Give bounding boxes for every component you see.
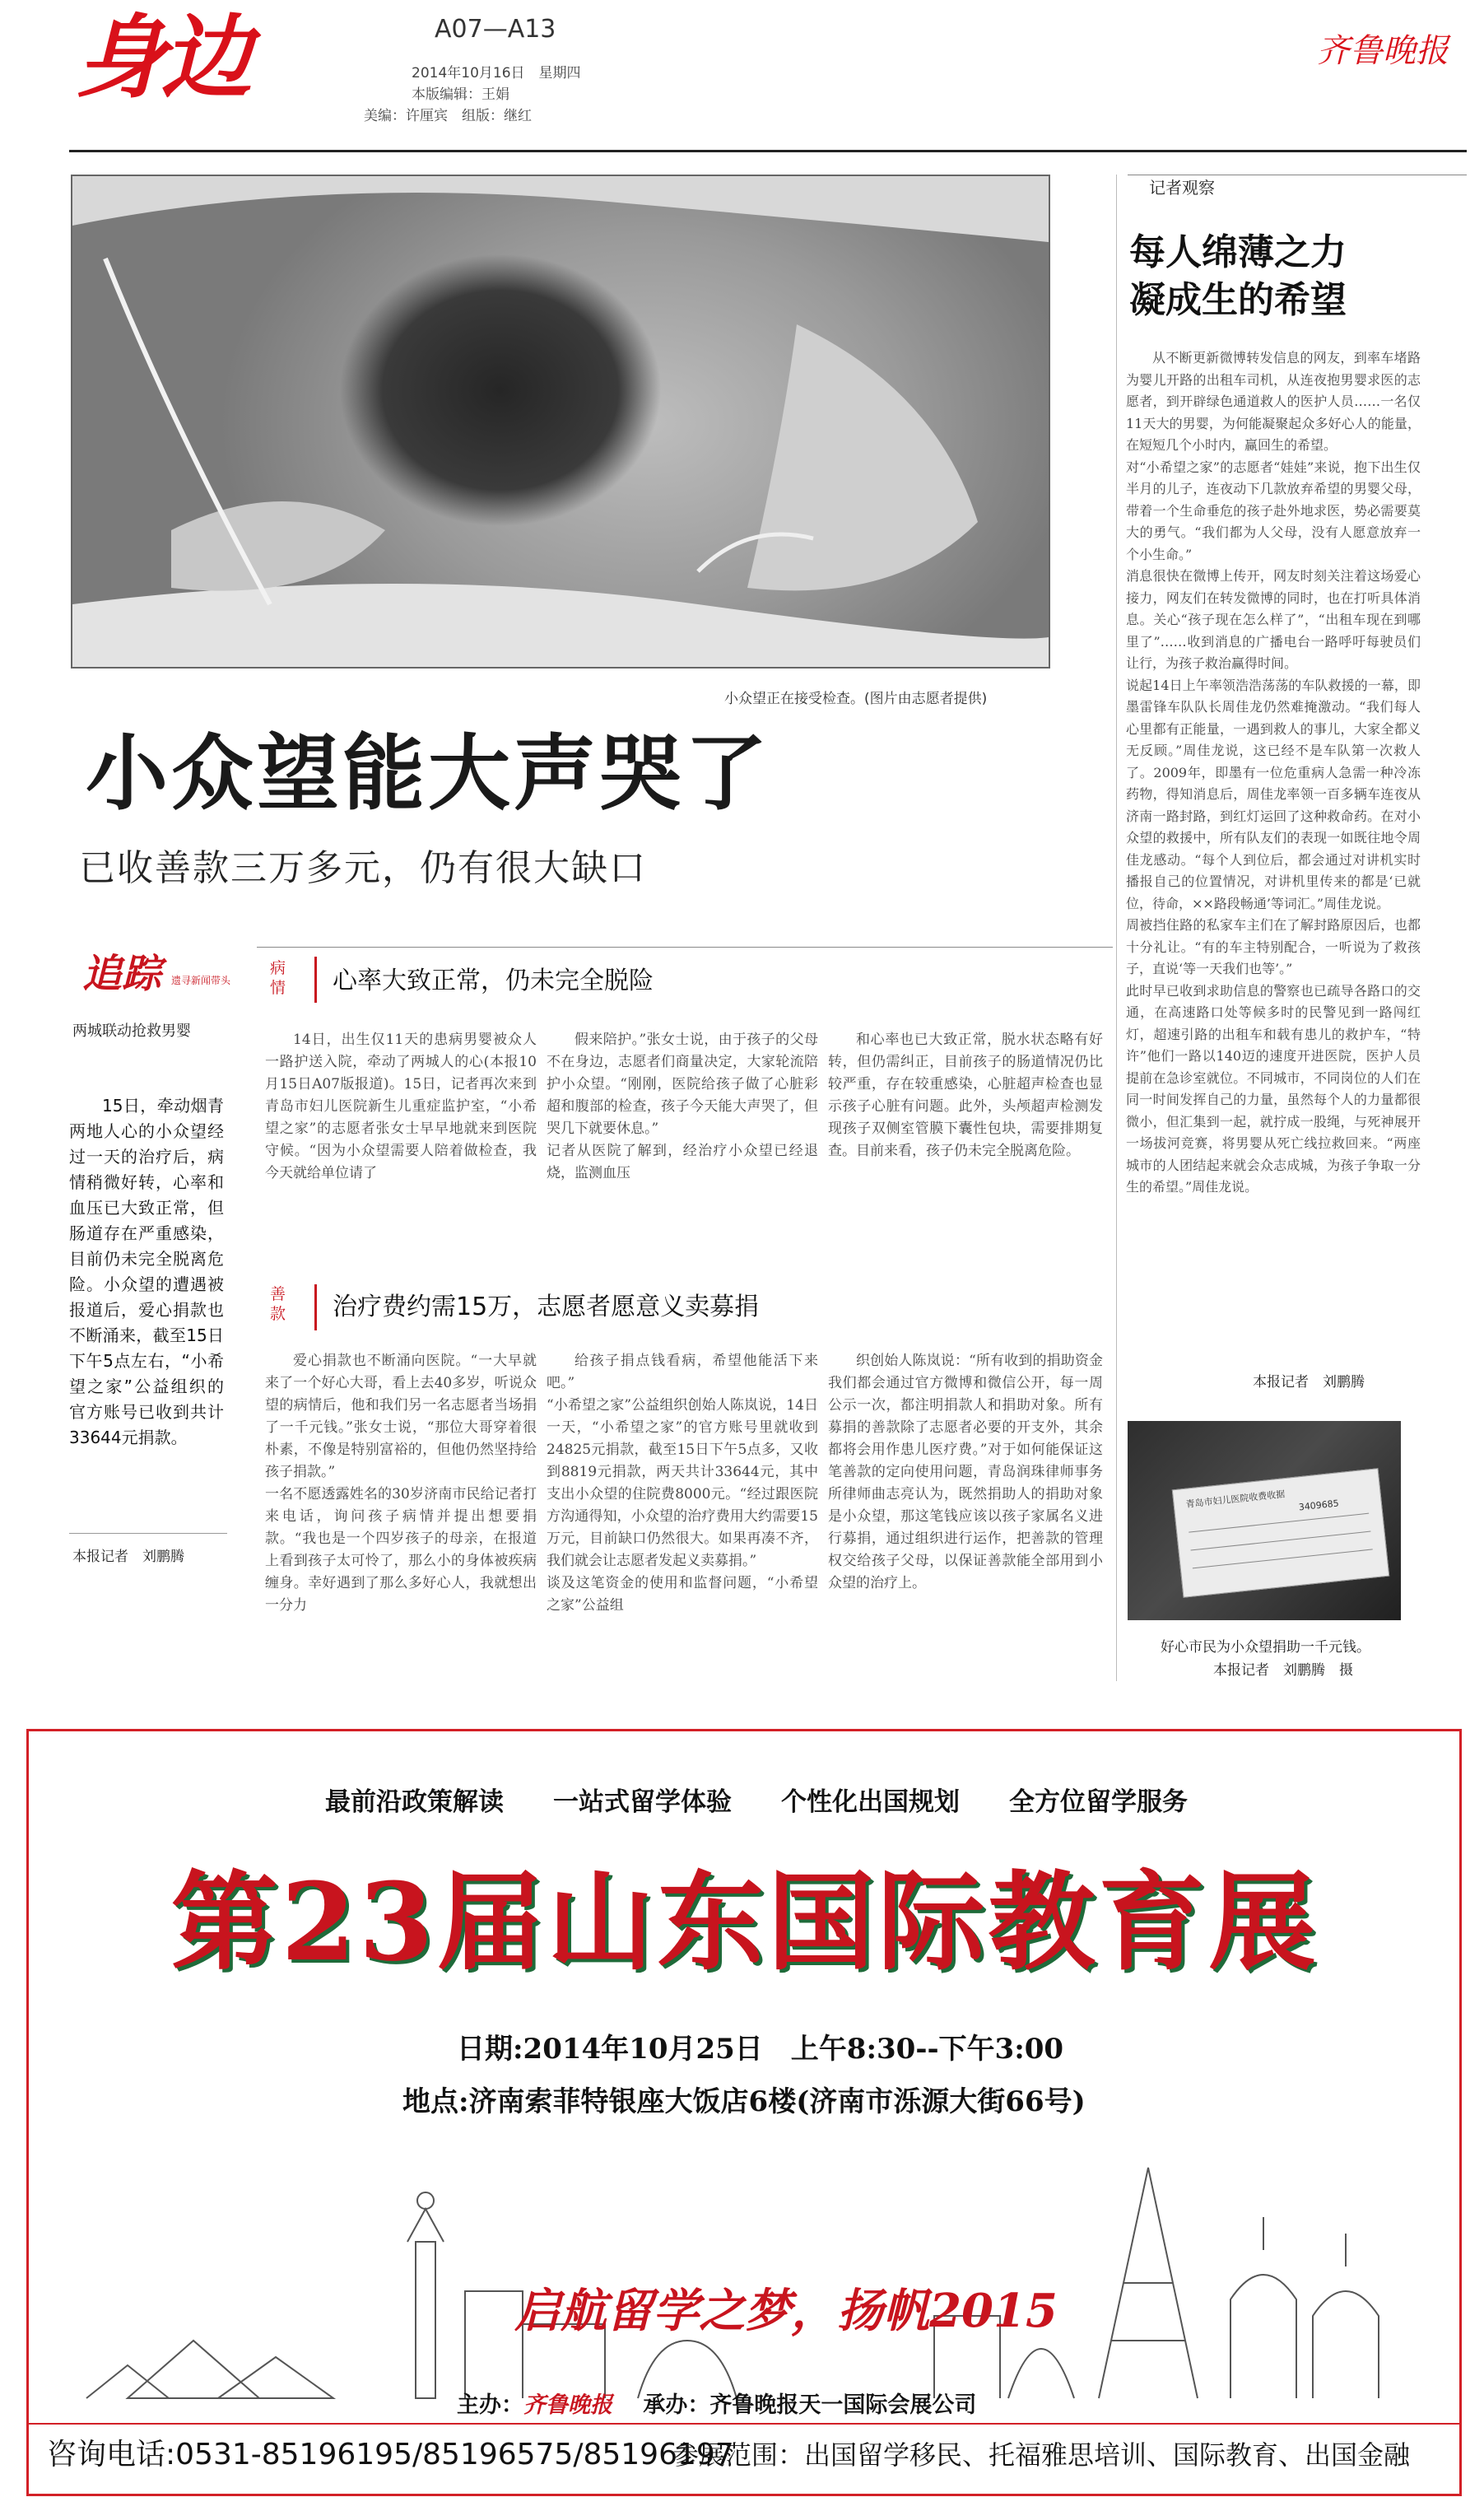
- ad-host-logo: 齐鲁晚报: [523, 2392, 612, 2418]
- main-photo: [71, 175, 1050, 669]
- education-expo-ad: [26, 1729, 1462, 2496]
- headline: 小众望能大声哭了: [86, 725, 770, 822]
- donation-credit: 本报记者 刘鹏腾 摄: [1213, 1662, 1353, 1679]
- ad-title: 第23届山东国际教育展: [170, 1859, 1319, 1985]
- summary-byline: 本报记者 刘鹏腾: [72, 1549, 184, 1565]
- ad-slogan-4: 全方位留学服务: [1009, 1787, 1188, 1817]
- editor-credit: 本版编辑：王娟: [412, 86, 509, 103]
- photo-caption: 小众望正在接受检查。(图片由志愿者提供): [724, 691, 988, 707]
- summary-rule: [69, 1533, 227, 1534]
- column-divider: [1116, 175, 1117, 1681]
- section1-col-2: 假来陪护。”张女士说，由于孩子的父母不在身边，志愿者们商量决定，大家轮流陪护小众望。“刚刚，医院给孩子做了心脏彩超和腹部的检查，孩子今天能大声哭了，但哭几下就要休息。” 记者从医院了解到，经治疗小众望已经退烧，监测血压: [547, 1032, 818, 1181]
- donation-photo: [1128, 1421, 1401, 1620]
- section2-tag-bar: [314, 1284, 317, 1330]
- donation-receipt: [1172, 1468, 1389, 1598]
- section1-rule: [257, 947, 1113, 948]
- kicker: 两城联动抢救男婴: [72, 1023, 191, 1040]
- donation-caption: 好心市民为小众望捐助一千元钱。: [1161, 1639, 1370, 1656]
- follow-up-badge: [81, 947, 242, 995]
- newspaper-logo: 齐鲁晚报: [1317, 32, 1449, 70]
- section-title: 身边: [76, 5, 247, 110]
- sidebar-title-line1: 每人绵薄之力: [1129, 231, 1347, 273]
- issue-date: 2014年10月16日 星期四: [412, 65, 581, 82]
- ad-slogans: [325, 1781, 1230, 1818]
- sidebar-title-line2: 凝成生的希望: [1129, 279, 1347, 321]
- page-range: A07—A13: [435, 15, 556, 44]
- ad-host-label: 主办：: [457, 2392, 523, 2418]
- header-rule: [69, 150, 1467, 152]
- photo-illustration: [72, 176, 1049, 667]
- section2-heading: 治疗费约需15万，志愿者愿意义卖募捐: [333, 1293, 760, 1321]
- ad-script-slogan: 启航留学之梦，扬帆2015: [514, 2284, 1058, 2338]
- section2-col-1: 爱心捐款也不断涌向医院。“一大早就来了一个好心大哥，看上去40多岁，听说众望的病情后，他和我们另一名志愿者当场捐了一千元钱。”张女士说，“那位大哥穿着很朴素，不像是特别富裕的，但他仍然坚持给孩子捐款。” 一名不愿透露姓名的30岁济南市民给记者打来电话，询问孩子病情并提出想要捐款。“我也是一个四岁孩子的母亲，在报道上看到孩子太可怜了，那么小的身体被疾病缠身。幸好遇到了那么多好心人，我就想出一分力: [265, 1353, 537, 1614]
- section1-tag: 病情: [270, 959, 286, 997]
- ad-sponsor-line: [457, 2387, 976, 2419]
- section1-tag-bar: [314, 957, 317, 1003]
- ad-slogan-3: 个性化出国规划: [781, 1787, 960, 1817]
- section2-col-3: 织创始人陈岚说：“所有收到的捐助资金我们都会通过官方微博和微信公开，每一周公示一次，都注明捐款人和捐助对象。所有募捐的善款除了志愿者必要的开支外，其余都将会用作患儿医疗费。”对于如何能保证这笔善款的定向使用问题，青岛润珠律师事务所律师曲志亮认为，既然捐助人的捐助对象是小众望，那这笔钱应该以孩子家属名义进行募捐，通过组织进行运作，把善款的管理权交给孩子父母，以保证善款能全部用到小众望的治疗上。: [828, 1353, 1103, 1591]
- section2-tag: 善款: [270, 1285, 286, 1323]
- ad-scope: 参展范围：出国留学移民、托福雅思培训、国际教育、出国金融: [672, 2439, 1411, 2471]
- section1-heading: 心率大致正常，仍未完全脱险: [333, 967, 654, 995]
- ad-place: 地点:济南索菲特银座大饭店6楼(济南市泺源大街66号): [402, 2085, 1086, 2118]
- sidebar-label: 记者观察: [1149, 178, 1215, 198]
- summary: 15日，牵动烟青两地人心的小众望经过一天的治疗后，病情稍微好转，心率和血压已大致正常，但肠道存在严重感染，目前仍未完全脱离危险。小众望的遭遇被报道后，爱心捐款也不断涌来，截至15日下午5点左右，“小希望之家”公益组织的官方账号已收到共计33644元捐款。: [69, 1096, 224, 1447]
- section2-col-2: 给孩子捐点钱看病，希望他能活下来吧。” “小希望之家”公益组织创始人陈岚说，14日一天，“小希望之家”的官方账号里就收到24825元捐款，截至15日下午5点多，又收到8819元捐款，两天共计33644元，其中支出小众望的住院费8000元。“经过跟医院方沟通得知，小众望的治疗费用大约需要15万元，目前缺口仍然很大。如果再凑不齐，我们就会让志愿者发起义卖募捐。” 谈及这笔资金的使用和监督问题，“小希望之家”公益组: [547, 1353, 818, 1614]
- subheadline: 已收善款三万多元，仍有很大缺口: [79, 847, 647, 889]
- ad-footer-rule: [29, 2423, 1459, 2425]
- receipt-heading: 青岛市妇儿医院收费收据: [1185, 1488, 1286, 1510]
- ad-organizer: 承办：齐鲁晚报天一国际会展公司: [643, 2392, 977, 2418]
- receipt-number: 3409685: [1298, 1498, 1340, 1513]
- follow-up-badge-title: 追踪: [82, 951, 162, 997]
- section1-col-3: 和心率也已大致正常，脱水状态略有好转，但仍需纠正，目前孩子的肠道情况仍比较严重，存在较重感染，心脏超声检查也显示孩子心脏有问题。此外，头颅超声检测发现孩子双侧室管膜下囊性包块，需要排期复查。目前来看，孩子仍未完全脱离危险。: [828, 1032, 1103, 1159]
- section1-col-1: 14日，出生仅11天的患病男婴被众人一路护送入院，牵动了两城人的心(本报10月15日A07版报道)。15日，记者再次来到青岛市妇儿医院新生儿重症监护室，“小希望之家”的志愿者张女士早早地就来到医院守候。“因为小众望需要人陪着做检查，我今天就给单位请了: [265, 1032, 537, 1181]
- sidebar-body: 从不断更新微博转发信息的网友，到率车堵路为婴儿开路的出租车司机，从连夜抱男婴求医的志愿者，到开辟绿色通道救人的医护人员……一名仅11天大的男婴，为何能凝聚起众多好心人的能量，在短短几个小时内，赢回生的希望。 对“小希望之家”的志愿者“娃娃”来说，抱下出生仅半月的儿子，连夜动下几款放弃希望的男婴父母，带着一个生命垂危的孩子赴外地求医，势必需要莫大的勇气。“我们都为人父母，没有人愿意放弃一个小生命。” 消息很快在微博上传开，网友时刻关注着这场爱心接力，网友们在转发微博的同时，也在打听具体消息。关心“孩子现在怎么样了”，“出租车现在到哪里了”……收到消息的广播电台一路呼吁每驶员们让行，为孩子救治赢得时间。 说起14日上午率领浩浩荡荡的车队救援的一幕，即墨雷锋车队队长周佳龙仍然难掩激动。“我们每人心里都有正能量，一遇到救人的事儿，大家全都义无反顾。”周佳龙说，这已经不是车队第一次救人了。2009年，即墨有一位危重病人急需一种冷冻药物，得知消息后，周佳龙率领一百多辆车连夜从济南一路封路，到红灯运回了这种救命药。在对小众望的救援中，所有队友们的表现一如既往地令周佳龙感动。“每个人到位后，都会通过对讲机实时播报自己的位置情况，对讲机里传来的都是‘已就位，待命，××路段畅通’等词汇。”周佳龙说。 周被挡住路的私家车主们在了解封路原因后，也都十分礼让。“有的车主特别配合，一听说为了救孩子，直说‘等一天我们也等’。” 此时早已收到求助信息的警察也已疏导各路口的交通，在高速路口处等候多时的民警见到一路闯红灯，超速引路的出租车和载有患儿的救护车，“特许”他们一路以140迈的速度开进医院，医护人员提前在急诊室就位。不同城市，不同岗位的人们在同一时间发挥自己的力量，虽然每个人的力量都很微小，但汇集到一起，就拧成一股绳，与死神展开一场拔河竞赛，将男婴从死亡线拉救回来。“两座城市的人团结起来就会众志成城，为孩子争取一分生的希望。”周佳龙说。: [1126, 350, 1421, 1195]
- sidebar-byline: 本报记者 刘鹏腾: [1253, 1374, 1365, 1391]
- follow-up-badge-sub: 遗寻新闻带头: [171, 975, 231, 986]
- ad-slogan-2: 一站式留学体验: [553, 1787, 732, 1817]
- ad-slogan-1: 最前沿政策解读: [325, 1787, 504, 1817]
- ad-date: 日期:2014年10月25日 上午8:30--下午3:00: [457, 2033, 1064, 2066]
- art-credit: 美编：许厘宾 组版：继红: [364, 108, 532, 124]
- ad-phone: 咨询电话:0531-85196195/85196575/85196197: [47, 2438, 734, 2471]
